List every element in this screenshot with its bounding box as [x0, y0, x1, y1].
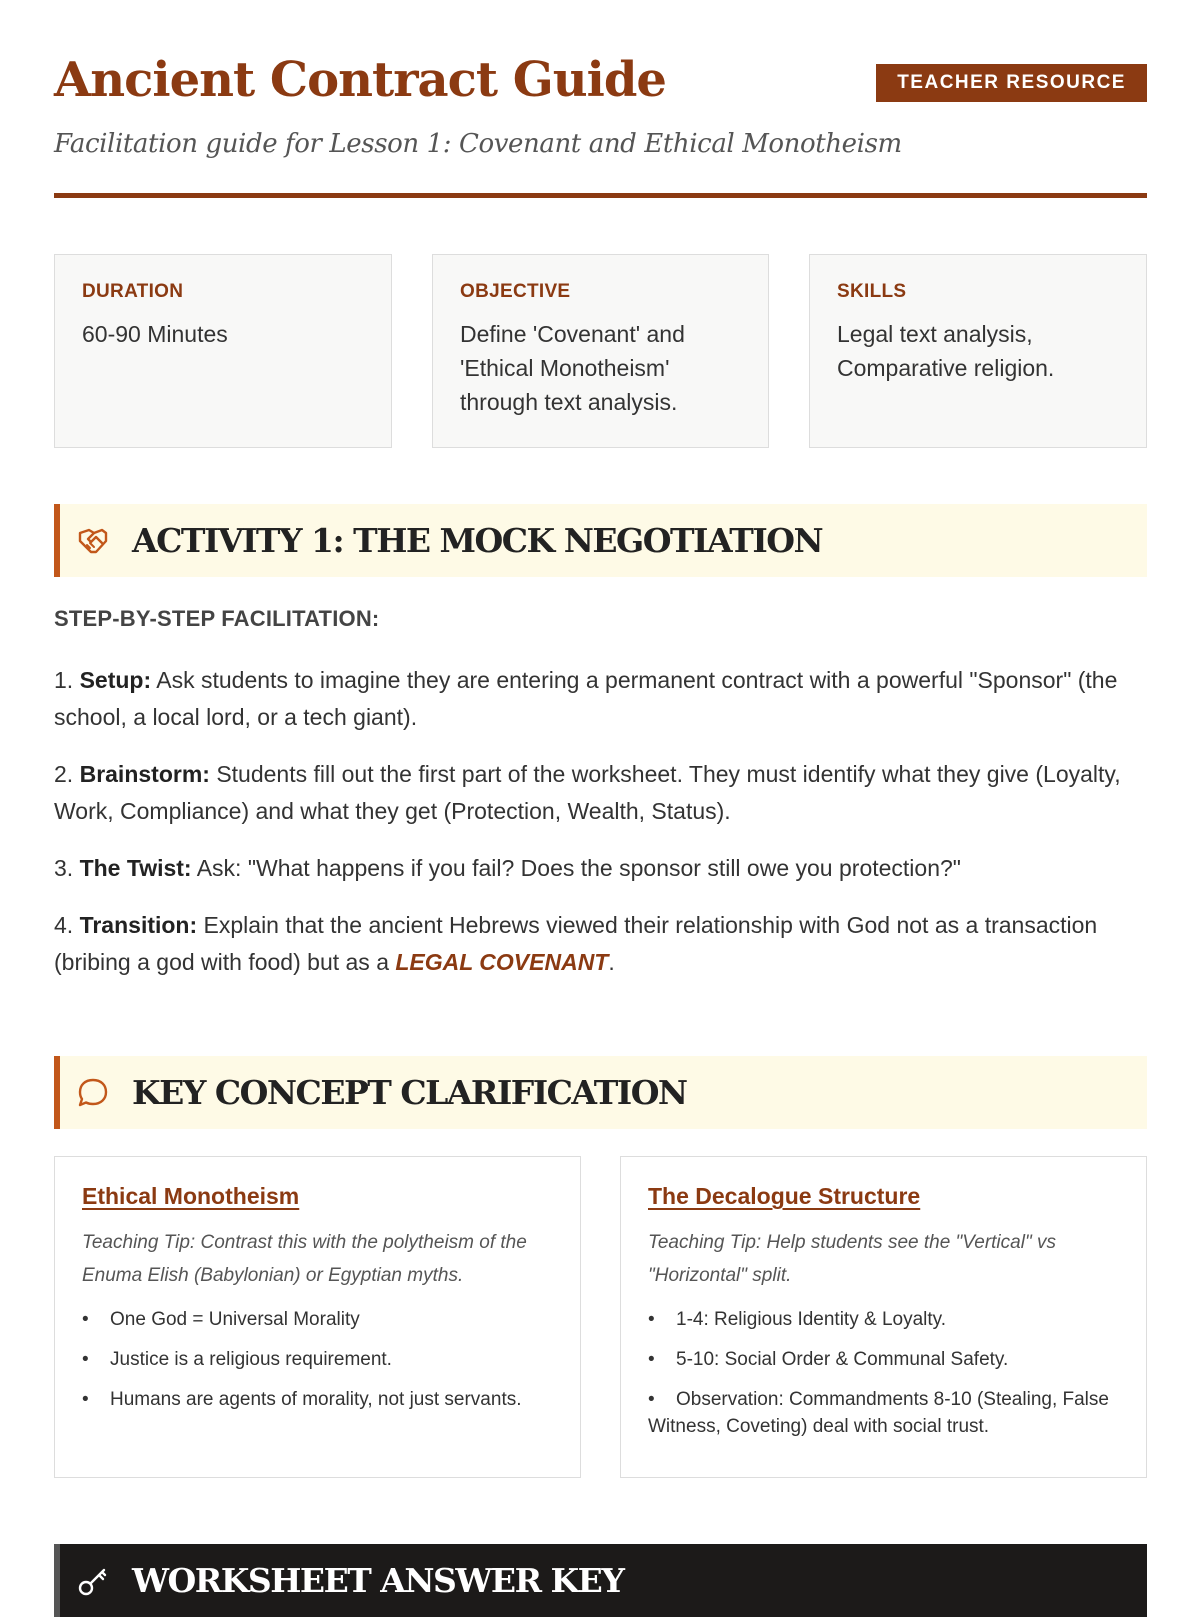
- legal-covenant-emphasis: LEGAL COVENANT: [395, 949, 609, 975]
- decalogue-structure-card: [620, 1156, 1147, 1478]
- handshake-icon: [76, 524, 110, 558]
- step-item: 3. The Twist: Ask: "What happens if you fail? Does the sponsor still owe you protection?": [54, 855, 961, 881]
- info-cards: [54, 254, 1147, 450]
- answer-key-banner: [54, 1544, 1147, 1617]
- teaching-tip: Teaching Tip: Contrast this with the polytheism of the Enuma Elish (Babylonian) or Egyptian myths.: [82, 1232, 527, 1286]
- concept-bullets: [648, 1306, 1119, 1440]
- step-label: Setup:: [79, 667, 152, 693]
- step-item: 2. Brainstorm: Students fill out the first part of the worksheet. They must identify what they give (Loyalty, Work, Compliance) and what they get (Protection, Wealth, Status).: [54, 761, 1121, 824]
- objective-card: [432, 254, 769, 448]
- answer-key-title: WORKSHEET ANSWER KEY: [132, 1561, 624, 1600]
- page-title: Ancient Contract Guide: [54, 52, 666, 108]
- key-concept-banner: [54, 1056, 1147, 1129]
- facilitation-steps: [54, 662, 1147, 1001]
- duration-value: 60-90 Minutes: [82, 321, 228, 347]
- key-concept-title: KEY CONCEPT CLARIFICATION: [132, 1073, 687, 1112]
- key-icon: [76, 1564, 110, 1598]
- step-label: Brainstorm:: [79, 761, 210, 787]
- skills-card: [809, 254, 1147, 448]
- concept-bullets: [82, 1306, 553, 1413]
- concept-title: Ethical Monotheism: [82, 1183, 300, 1209]
- teacher-resource-badge: TEACHER RESOURCE: [876, 64, 1147, 102]
- objective-label: OBJECTIVE: [460, 281, 571, 302]
- steps-heading: STEP-BY-STEP FACILITATION:: [54, 606, 380, 631]
- list-item: • Justice is a religious requirement.: [82, 1349, 392, 1370]
- step-label: Transition:: [79, 912, 198, 938]
- step-label: The Twist:: [79, 855, 192, 881]
- list-item: • 1-4: Religious Identity & Loyalty.: [648, 1309, 947, 1330]
- concept-title: The Decalogue Structure: [648, 1183, 921, 1209]
- skills-label: SKILLS: [837, 281, 907, 302]
- step-item: 4. Transition: Explain that the ancient Hebrews viewed their relationship with God not as a transaction (bribing a god with food) but as a LEGAL COVENANT.: [54, 912, 1098, 975]
- list-item: • Humans are agents of morality, not just servants.: [82, 1389, 522, 1410]
- teaching-tip: Teaching Tip: Help students see the "Vertical" vs "Horizontal" split.: [648, 1232, 1056, 1286]
- duration-label: DURATION: [82, 281, 184, 302]
- page-subtitle: Facilitation guide for Lesson 1: Covenant and Ethical Monotheism: [54, 129, 902, 159]
- activity-banner: [54, 504, 1147, 577]
- skills-value: Legal text analysis, Comparative religion.: [837, 321, 1055, 381]
- objective-value: Define 'Covenant' and 'Ethical Monotheism' through text analysis.: [460, 321, 685, 415]
- list-item: • Observation: Commandments 8-10 (Stealing, False Witness, Coveting) deal with social trust.: [648, 1389, 1109, 1437]
- duration-card: [54, 254, 392, 448]
- step-item: 1. Setup: Ask students to imagine they are entering a permanent contract with a powerful "Sponsor" (the school, a local lord, or a tech giant).: [54, 667, 1118, 730]
- list-item: • One God = Universal Morality: [82, 1309, 360, 1330]
- list-item: • 5-10: Social Order & Communal Safety.: [648, 1349, 1009, 1370]
- header-divider: [54, 193, 1147, 198]
- activity-title: ACTIVITY 1: THE MOCK NEGOTIATION: [132, 521, 823, 560]
- speech-bubble-icon: [76, 1076, 110, 1110]
- ethical-monotheism-card: [54, 1156, 581, 1478]
